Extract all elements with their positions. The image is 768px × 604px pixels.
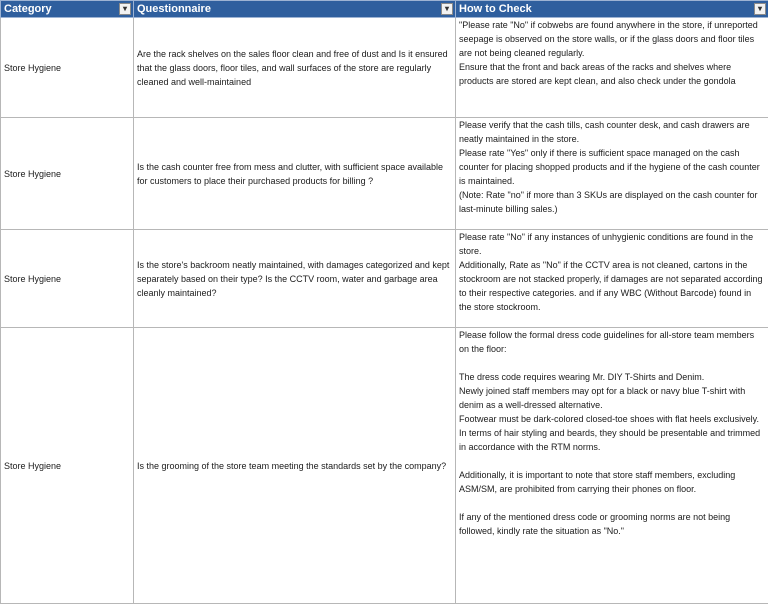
header-questionnaire[interactable] [134,1,456,18]
dropdown-filter-icon[interactable]: ▾ [754,3,766,15]
header-row [1,1,768,18]
how-line: Please follow the formal dress code guidelines for all-store team members on the floor: [459,330,755,354]
how-line: (Note: Rate "no" if more than 3 SKUs are displayed on the cash counter for last-minute billing sales.) [459,190,758,214]
header-how-to-check-label: How to Check [459,3,532,15]
how-line: If any of the mentioned dress code or grooming norms are not being followed, kindly rate the situation as "No." [459,512,731,536]
how-line: Please rate "Yes" only if there is sufficient space managed on the cash counter for placing shopped products and if the hygiene of the cash counter is maintained. [459,148,760,186]
category-cell[interactable]: Store Hygiene [1,230,134,328]
how-to-check-cell[interactable] [456,118,768,230]
how-to-check-cell[interactable] [456,230,768,328]
question-cell[interactable]: Is the grooming of the store team meeting the standards set by the company? [134,328,456,604]
question-cell[interactable]: Is the cash counter free from mess and clutter, with sufficient space available for customers to place their purchased products for billing ? [134,118,456,230]
header-questionnaire-label: Questionnaire [137,3,211,15]
table-row [1,118,768,230]
how-line: The dress code requires wearing Mr. DIY T-Shirts and Denim. [459,372,705,382]
how-to-check-cell[interactable] [456,328,768,604]
table-row [1,230,768,328]
question-cell[interactable]: Are the rack shelves on the sales floor clean and free of dust and Is it ensured that the glass doors, floor tiles, and wall surfaces of the store are regularly cleaned and well-maintained [134,18,456,118]
how-line: Ensure that the front and back areas of the racks and shelves where products are stored are kept clean, and also check under the gondola [459,62,736,86]
blank-line [459,454,765,468]
how-line: In terms of hair styling and beards, they should be presentable and trimmed in accordance with the RTM norms. [459,428,761,452]
category-cell[interactable]: Store Hygiene [1,18,134,118]
table-row [1,328,768,604]
table-row [1,18,768,118]
category-cell[interactable]: Store Hygiene [1,118,134,230]
question-cell[interactable]: Is the store's backroom neatly maintained, with damages categorized and kept separately based on their type? Is the CCTV room, water and garbage area cleanly maintained? [134,230,456,328]
how-to-check-cell[interactable] [456,18,768,118]
header-category[interactable] [1,1,134,18]
blank-line [459,496,765,510]
header-category-label: Category [4,3,52,15]
blank-line [459,356,765,370]
how-line: Additionally, Rate as "No" if the CCTV area is not cleaned, cartons in the stockroom are not stacked properly, if damages are not separated according to their respective categories. and if any WBC (Without Barcode) found in the store stockroom. [459,260,763,312]
how-line: Please rate "No" if any instances of unhygienic conditions are found in the store. [459,232,754,256]
sort-filter-icon[interactable]: ▾ [119,3,131,15]
how-line: Footwear must be dark-colored closed-toe shoes with flat heels exclusively. [459,414,759,424]
dropdown-filter-icon[interactable]: ▾ [441,3,453,15]
how-line: Newly joined staff members may opt for a black or navy blue T-shirt with denim as a well-dressed alternative. [459,386,746,410]
how-line: "Please rate "No" if cobwebs are found anywhere in the store, if unreported seepage is observed on the store walls, or if the glass doors and floor tiles are not being cleaned regularly. [459,20,758,58]
how-line: Additionally, it is important to note that store staff members, excluding ASM/SM, are prohibited from carrying their phones on floor. [459,470,736,494]
how-line: Please verify that the cash tills, cash counter desk, and cash drawers are neatly maintained in the store. [459,120,750,144]
category-cell[interactable]: Store Hygiene [1,328,134,604]
header-how-to-check[interactable] [456,1,768,18]
